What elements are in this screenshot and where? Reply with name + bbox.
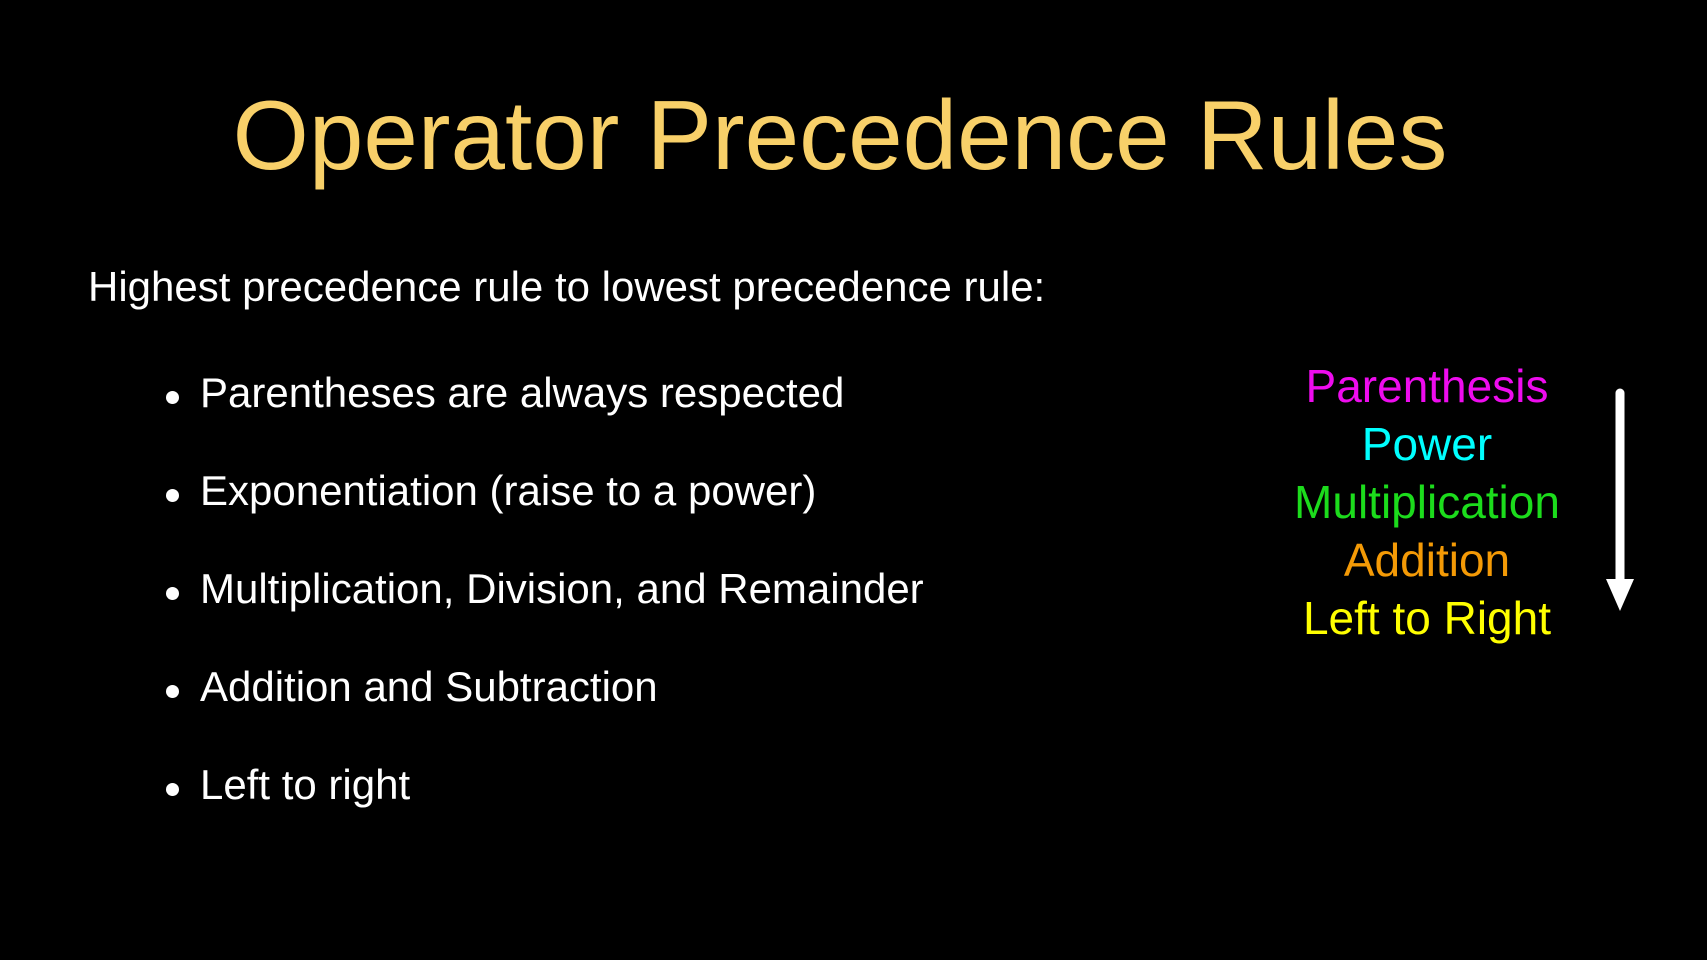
bullet-dot-icon [166,685,179,698]
precedence-order-list [1277,357,1577,647]
bullet-item [160,369,924,416]
bullet-text: Exponentiation (raise to a power) [200,467,817,514]
bullet-text: Addition and Subtraction [200,663,658,710]
bullet-item [160,663,924,710]
bullet-item [160,761,924,808]
precedence-item-power: Power [1361,418,1493,470]
bullet-dot-icon [166,391,179,404]
bullet-text: Parentheses are always respected [200,369,845,416]
precedence-item-parenthesis: Parenthesis [1305,360,1549,412]
bullet-dot-icon [166,587,179,600]
bullet-dot-icon [166,783,179,796]
precedence-item-left-to-right: Left to Right [1302,592,1552,644]
bullet-list [160,369,924,862]
bullet-text: Left to right [200,761,411,808]
bullet-text: Multiplication, Division, and Remainder [200,565,924,612]
bullet-dot-icon [166,489,179,502]
precedence-item-multiplication: Multiplication [1294,476,1560,528]
bullet-item [160,467,924,514]
down-arrow-icon [1590,385,1650,625]
precedence-item-addition: Addition [1343,534,1511,586]
intro-text: Highest precedence rule to lowest precedence rule: [88,263,1046,310]
slide-title: Operator Precedence Rules [232,80,1448,190]
bullet-item [160,565,924,612]
